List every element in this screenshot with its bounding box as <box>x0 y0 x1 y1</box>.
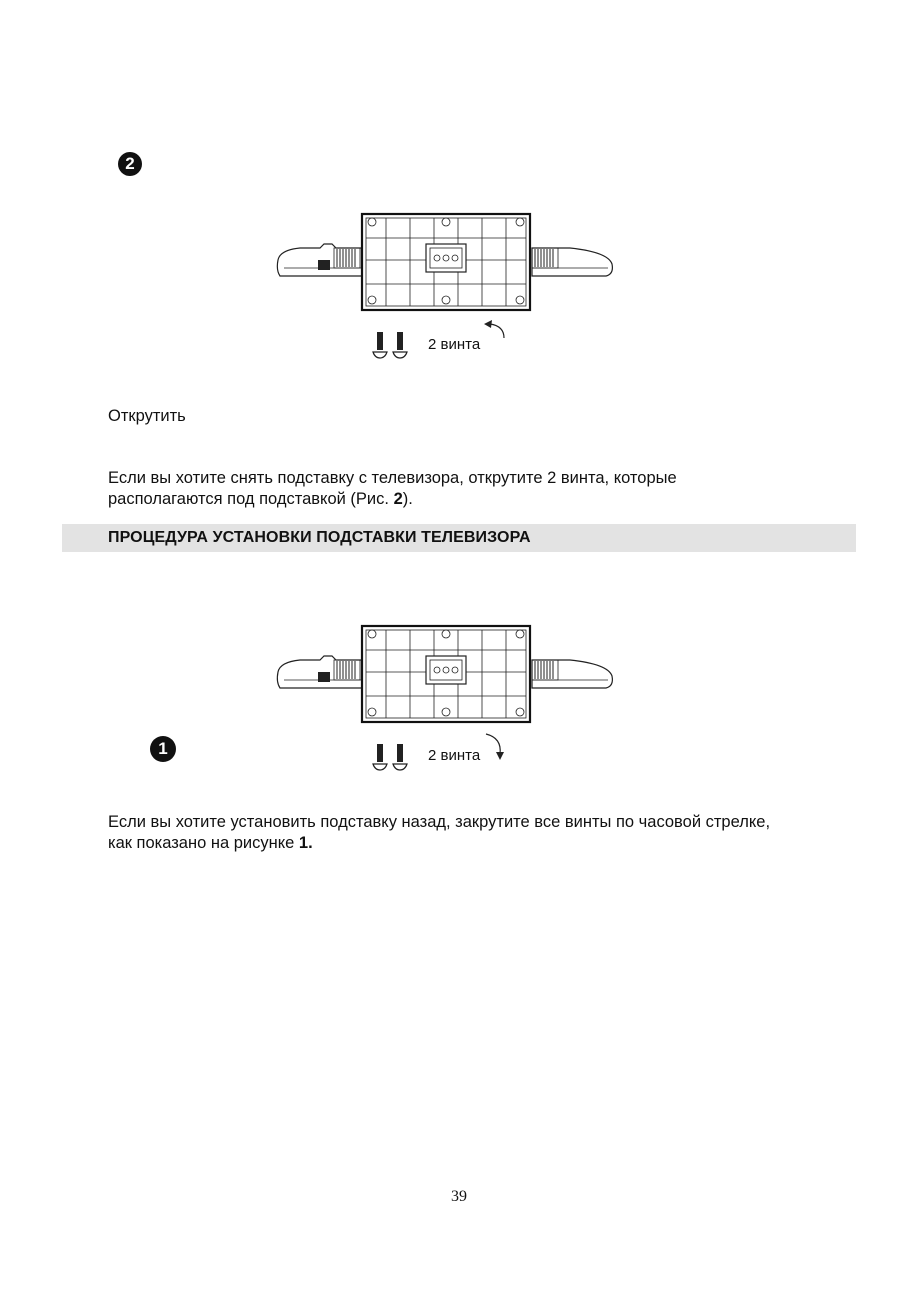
figure-1-reference: 1. <box>298 834 313 852</box>
step-2-badge <box>118 152 142 176</box>
remove-paragraph-text: Если вы хотите снять подставку с телевизора, открутите 2 винта, которые располагаются под подставкой (Рис. <box>108 469 677 508</box>
figure-1-screw-label: 2 винта <box>428 747 481 764</box>
remove-paragraph-end: ). <box>402 490 413 508</box>
screw-icon <box>373 332 407 358</box>
step-1-number: 1 <box>158 739 168 758</box>
figure-2-screw-label: 2 винта <box>428 336 481 353</box>
install-stand-paragraph <box>108 812 788 854</box>
figure-2-reference: 2 <box>393 490 403 508</box>
section-title: ПРОЦЕДУРА УСТАНОВКИ ПОДСТАВКИ ТЕЛЕВИЗОРА <box>108 529 531 546</box>
unscrew-caption: Открутить <box>108 407 186 425</box>
counterclockwise-arrow-icon <box>484 320 504 338</box>
install-paragraph-text: Если вы хотите установить подставку назад, закрутите все винты по часовой стрелке, как показано на рисунке <box>108 813 771 852</box>
remove-stand-paragraph <box>108 468 788 510</box>
step-1-badge <box>150 736 176 762</box>
clockwise-arrow-icon <box>486 734 504 760</box>
screw-icon <box>373 744 407 770</box>
step-2-number: 2 <box>125 154 135 173</box>
page-number: 39 <box>451 1188 467 1205</box>
